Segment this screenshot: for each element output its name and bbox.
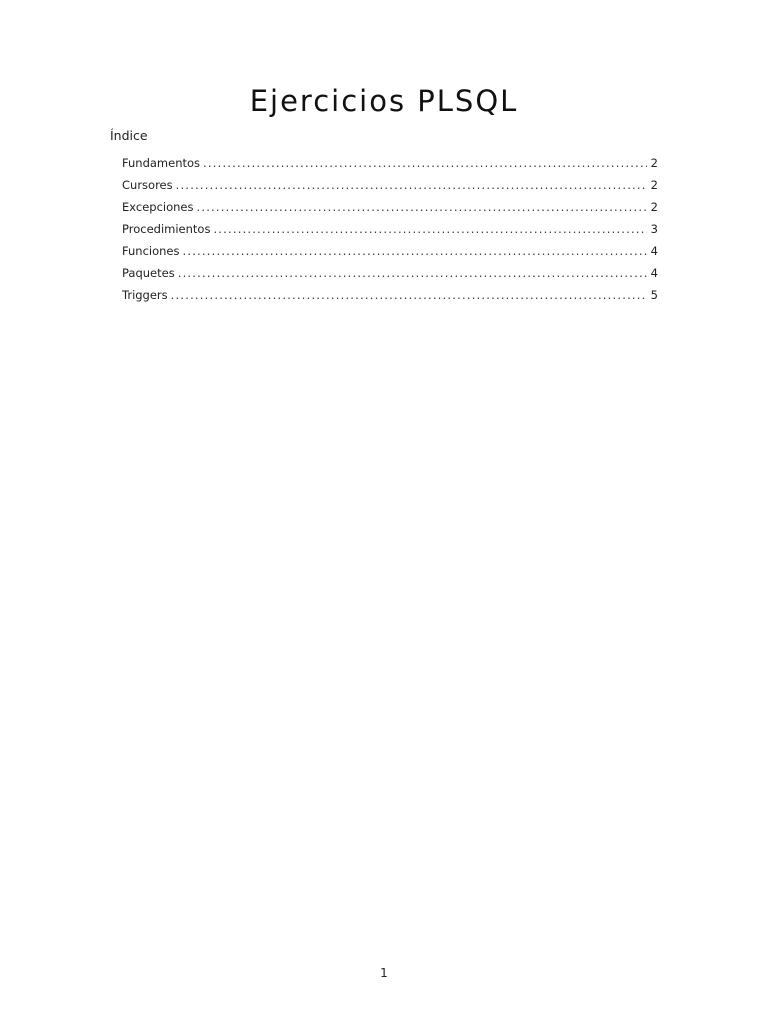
- toc-dot-leader: [178, 266, 647, 280]
- toc-entry-excepciones[interactable]: [122, 200, 658, 222]
- toc-entry-label: Paquetes: [122, 266, 175, 280]
- toc-dot-leader: [171, 288, 647, 302]
- page-number: 1: [380, 966, 388, 980]
- toc-entry-page: 4: [650, 266, 658, 280]
- toc-entry-paquetes[interactable]: [122, 266, 658, 288]
- document-title: Ejercicios PLSQL: [249, 84, 519, 118]
- toc-entry-page: 5: [650, 288, 658, 302]
- toc-entry-page: 2: [650, 200, 658, 214]
- toc-heading: Índice: [110, 128, 148, 143]
- toc-dot-leader: [182, 244, 646, 258]
- toc-entry-procedimientos[interactable]: [122, 222, 658, 244]
- toc-entry-label: Triggers: [122, 288, 168, 302]
- toc-dot-leader: [196, 200, 646, 214]
- toc-entry-funciones[interactable]: [122, 244, 658, 266]
- toc-dot-leader: [176, 178, 647, 192]
- table-of-contents: [122, 156, 658, 310]
- toc-entry-fundamentos[interactable]: [122, 156, 658, 178]
- toc-entry-page: 3: [650, 222, 658, 236]
- toc-entry-page: 4: [650, 244, 658, 258]
- toc-entry-label: Excepciones: [122, 200, 194, 214]
- toc-dot-leader: [203, 156, 647, 170]
- toc-dot-leader: [213, 222, 646, 236]
- toc-entry-page: 2: [650, 156, 658, 170]
- toc-entry-label: Fundamentos: [122, 156, 201, 170]
- toc-entry-label: Procedimientos: [122, 222, 211, 236]
- toc-entry-cursores[interactable]: [122, 178, 658, 200]
- toc-entry-triggers[interactable]: [122, 288, 658, 310]
- toc-entry-page: 2: [650, 178, 658, 192]
- toc-entry-label: Funciones: [122, 244, 180, 258]
- toc-entry-label: Cursores: [122, 178, 173, 192]
